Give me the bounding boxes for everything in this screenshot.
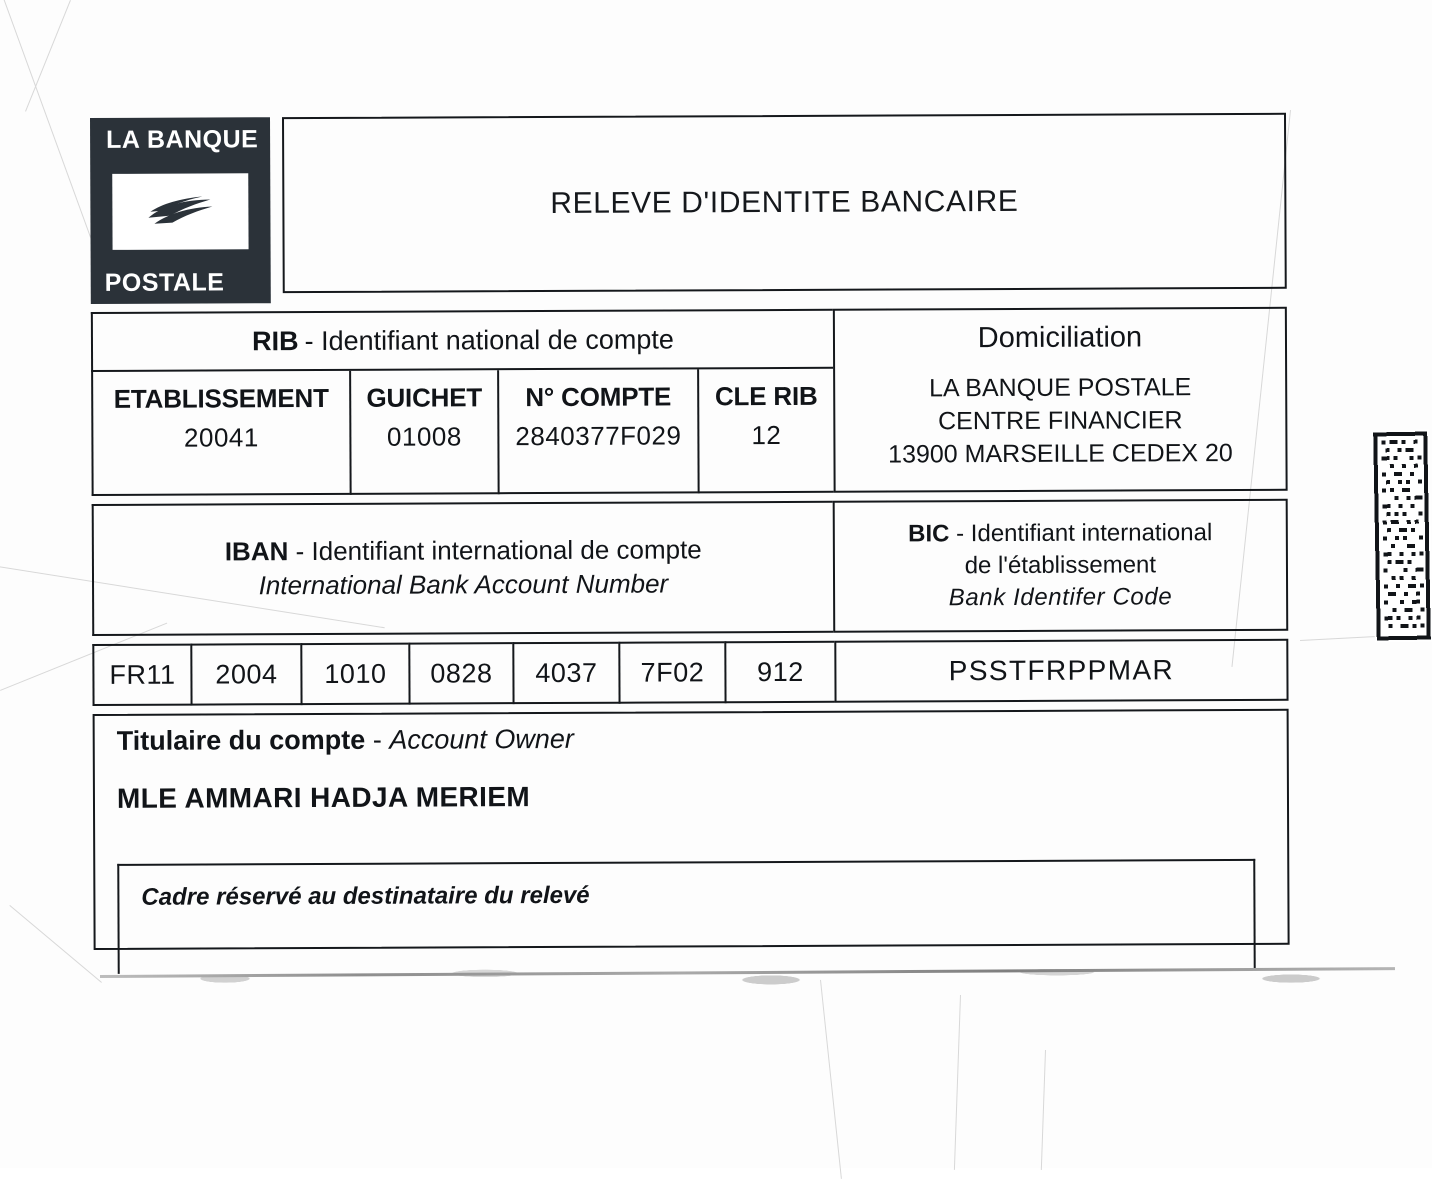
rib-document xyxy=(90,113,1290,950)
domiciliation-line-1: LA BANQUE POSTALE xyxy=(929,373,1192,403)
bic-label-description: - Identifiant international xyxy=(956,518,1213,547)
account-owner-section xyxy=(93,709,1290,950)
account-owner-name: MLE AMMARI HADJA MERIEM xyxy=(116,781,531,814)
postal-bird-icon-glyph xyxy=(144,191,216,231)
domiciliation-line-2: CENTRE FINANCIER xyxy=(938,406,1183,436)
iban-header-line1 xyxy=(225,534,702,570)
recipient-reserved-box xyxy=(117,859,1255,974)
rib-label: RIB xyxy=(252,325,299,356)
column-header: CLE RIB xyxy=(714,380,818,412)
account-owner-label-fr: Titulaire du compte xyxy=(116,724,366,756)
column-header: ETABLISSEMENT xyxy=(113,382,329,414)
column-value: 2840377F029 xyxy=(515,420,682,452)
rib-column-etablissement xyxy=(91,371,350,496)
recipient-reserved-label: Cadre réservé au destinataire du relevé xyxy=(141,881,590,911)
rib-column-numero-compte xyxy=(497,369,698,494)
rib-section xyxy=(91,309,834,496)
iban-group: FR11 xyxy=(92,644,190,706)
account-owner-label xyxy=(117,721,1287,757)
iban-label: IBAN xyxy=(224,536,289,567)
rib-label-description: - Identifiant national de compte xyxy=(304,323,674,356)
paper-fold-line xyxy=(954,995,961,1170)
rib-column-guichet xyxy=(349,370,498,495)
paper-fold-line xyxy=(25,0,71,112)
bic-section-header xyxy=(832,499,1288,633)
iban-group: 0828 xyxy=(408,642,512,704)
column-header: GUICHET xyxy=(366,382,483,413)
paper-fold-line xyxy=(9,905,102,983)
column-header: N° COMPTE xyxy=(525,381,672,413)
iban-group: 7F02 xyxy=(618,641,724,703)
bic-value: PSSTFRPPMAR xyxy=(834,639,1288,703)
column-value: 01008 xyxy=(386,421,462,452)
iban-label-description: - Identifiant international de compte xyxy=(295,534,702,567)
domiciliation-section xyxy=(833,307,1288,493)
bank-logo-line2: POSTALE xyxy=(104,268,225,297)
bic-header-line2: de l'établissement xyxy=(964,551,1157,580)
domiciliation-address xyxy=(835,365,1286,491)
domiciliation-header: Domiciliation xyxy=(977,320,1143,354)
paper-fold-line xyxy=(1041,1050,1046,1170)
document-title-box xyxy=(282,113,1287,293)
2d-barcode-icon xyxy=(1371,430,1432,643)
iban-and-bic-values xyxy=(92,639,1288,706)
bic-label: BIC xyxy=(908,520,950,548)
iban-header-line2: International Bank Account Number xyxy=(258,568,669,601)
iban-and-bic-headers xyxy=(92,499,1289,636)
iban-group: 4037 xyxy=(512,642,618,704)
rib-section-header xyxy=(91,309,833,372)
page-title: RELEVE D'IDENTITE BANCAIRE xyxy=(550,184,1019,220)
domiciliation-line-3: 13900 MARSEILLE CEDEX 20 xyxy=(888,439,1233,469)
bic-header-line1 xyxy=(908,517,1212,550)
iban-group: 2004 xyxy=(190,643,300,705)
bank-logo xyxy=(90,117,271,304)
iban-group: 1010 xyxy=(300,643,408,705)
postal-bird-icon xyxy=(112,173,248,250)
rib-column-cle-rib xyxy=(697,369,834,494)
iban-section-header xyxy=(92,501,833,636)
bank-logo-line1: LA BANQUE xyxy=(106,125,259,154)
rib-columns xyxy=(91,369,834,496)
account-owner-label-dash: - xyxy=(372,724,382,755)
rib-and-domiciliation-block xyxy=(91,307,1288,496)
column-value: 20041 xyxy=(183,422,259,453)
account-owner-label-en: Account Owner xyxy=(389,723,574,755)
iban-value-groups xyxy=(92,641,834,706)
2d-barcode-glyph xyxy=(1371,430,1432,643)
paper-fold-line xyxy=(820,980,842,1179)
document-header xyxy=(90,113,1287,304)
bic-header-line3: Bank Identifer Code xyxy=(948,583,1173,612)
iban-group: 912 xyxy=(724,641,834,703)
column-value: 12 xyxy=(751,419,782,451)
